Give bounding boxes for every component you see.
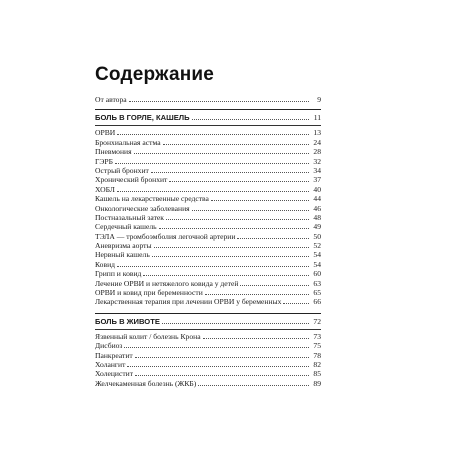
toc-entry[interactable] [95, 260, 321, 269]
dot-leader [283, 297, 309, 304]
page-title: Содержание [95, 64, 215, 85]
toc-entry[interactable] [95, 222, 321, 231]
toc-entry-page: 63 [313, 278, 321, 288]
toc-entry[interactable] [95, 213, 321, 222]
toc-entry[interactable] [95, 128, 321, 137]
toc-entry-label: Кашель на лекарственные средства [95, 194, 209, 204]
toc-entry-page: 40 [313, 184, 321, 194]
dot-leader [134, 147, 309, 154]
toc-entry-label: Аневризма аорты [95, 241, 152, 251]
toc-entry[interactable] [95, 351, 321, 360]
dot-leader [127, 360, 309, 367]
toc-entry[interactable] [95, 360, 321, 369]
dot-leader [135, 369, 309, 376]
toc-entry-page: 24 [313, 137, 321, 147]
toc-entry-page: 48 [313, 212, 321, 222]
section-divider [95, 313, 321, 314]
toc-entry[interactable] [95, 147, 321, 156]
toc-entry-label: Панкреатит [95, 350, 133, 360]
dot-leader [143, 269, 309, 276]
dot-leader [192, 204, 309, 211]
toc-entry-label: Сердечный кашель [95, 222, 157, 232]
toc-entry[interactable] [95, 332, 321, 341]
toc-entry[interactable] [95, 204, 321, 213]
toc-entry[interactable] [95, 279, 321, 288]
toc-entry-label: Острый бронхит [95, 165, 149, 175]
section-page: 11 [313, 113, 321, 123]
toc-entry[interactable] [95, 175, 321, 184]
dot-leader [135, 351, 309, 358]
toc-section-1[interactable] [95, 113, 321, 123]
toc-entry-page: 34 [313, 165, 321, 175]
toc-entry[interactable] [95, 297, 321, 306]
toc-entry[interactable] [95, 250, 321, 259]
toc-entry-label: Холецистит [95, 369, 134, 379]
dot-leader [166, 213, 309, 220]
toc-entry[interactable] [95, 232, 321, 241]
toc-entry-label: Бронхиальная астма [95, 137, 161, 147]
toc-entry[interactable] [95, 194, 321, 203]
toc-entry-page: 44 [313, 194, 321, 204]
section-2-items [95, 332, 321, 388]
toc-entry-label: Постназальный затек [95, 212, 164, 222]
toc-section-2[interactable] [95, 317, 321, 327]
toc-entry-page: 85 [313, 369, 321, 379]
toc-entry-label: ТЭЛА — тромбоэмболия легочной артерии [95, 231, 236, 241]
toc-entry-label: ГЭРБ [95, 156, 113, 166]
toc-entry-label: Хронический бронхит [95, 175, 168, 185]
toc-entry-label: Онкологические заболевания [95, 203, 190, 213]
toc-entry[interactable] [95, 369, 321, 378]
section-title: БОЛЬ В ЖИВОТЕ [95, 316, 160, 326]
toc-entry-page: 50 [313, 231, 321, 241]
toc-entry[interactable] [95, 157, 321, 166]
toc-entry-page: 9 [317, 95, 321, 104]
toc-entry[interactable] [95, 288, 321, 297]
toc-entry-page: 13 [313, 128, 321, 138]
toc-entry[interactable] [95, 241, 321, 250]
toc-entry-page: 89 [313, 378, 321, 388]
toc-entry-page: 28 [313, 147, 321, 157]
section-title: БОЛЬ В ГОРЛЕ, КАШЕЛЬ [95, 113, 190, 123]
dot-leader [198, 379, 309, 386]
toc-entry-page: 75 [313, 341, 321, 351]
toc-entry-label: Холангит [95, 359, 126, 369]
toc-entry[interactable] [95, 269, 321, 278]
toc-entry-label: Пневмония [95, 147, 132, 157]
toc-entry-label: Нервный кашель [95, 250, 150, 260]
toc-entry-page: 54 [313, 250, 321, 260]
toc-entry-page: 73 [313, 331, 321, 341]
dot-leader [203, 332, 309, 339]
toc-entry-label: ОРВИ и ковид при беременности [95, 288, 203, 298]
section-divider [95, 125, 321, 126]
dot-leader [117, 185, 309, 192]
toc-entry[interactable] [95, 341, 321, 350]
dot-leader [169, 175, 309, 182]
toc-entry-label: Желчекаменная болезнь (ЖКБ) [95, 378, 197, 388]
toc-entry-page: 78 [313, 350, 321, 360]
toc-entry-page: 60 [313, 269, 321, 279]
toc-entry-label: ХОБЛ [95, 184, 115, 194]
toc-entry-page: 49 [313, 222, 321, 232]
dot-leader [129, 95, 309, 102]
toc-entry-label: Грипп и ковид [95, 269, 142, 279]
dot-leader [124, 341, 309, 348]
toc-entry-page: 46 [313, 203, 321, 213]
toc-entry[interactable] [95, 166, 321, 175]
section-divider [95, 109, 321, 110]
toc-entry-intro[interactable] [95, 95, 321, 104]
toc-entry-page: 82 [313, 359, 321, 369]
dot-leader [192, 113, 309, 120]
toc-entry-label: Лечение ОРВИ и нетяжелого ковида у детей [95, 278, 239, 288]
toc-entry-label: От автора [95, 95, 127, 104]
toc-entry-page: 65 [313, 288, 321, 298]
section-page: 72 [313, 316, 321, 326]
toc-entry-page: 32 [313, 156, 321, 166]
toc-entry-page: 66 [313, 297, 321, 307]
toc-entry-page: 52 [313, 241, 321, 251]
section-divider [95, 329, 321, 330]
section-1-items [95, 128, 321, 306]
dot-leader [154, 241, 309, 248]
toc-entry-page: 37 [313, 175, 321, 185]
dot-leader [152, 250, 309, 257]
toc-entry[interactable] [95, 379, 321, 388]
toc-entry-label: ОРВИ [95, 128, 116, 138]
toc-entry-label: Ковид [95, 259, 115, 269]
dot-leader [159, 222, 309, 229]
toc-entry[interactable] [95, 185, 321, 194]
table-of-contents [95, 95, 321, 388]
dot-leader [162, 317, 309, 324]
dot-leader [237, 232, 309, 239]
toc-entry[interactable] [95, 138, 321, 147]
dot-leader [211, 194, 309, 201]
dot-leader [240, 279, 309, 286]
toc-entry-label: Дисбиоз [95, 341, 123, 351]
toc-entry-page: 54 [313, 259, 321, 269]
dot-leader [205, 288, 309, 295]
toc-entry-label: Лекарственная терапия при лечении ОРВИ у беременных [95, 297, 282, 307]
toc-entry-label: Язвенный колит / болезнь Крона [95, 331, 201, 341]
dot-leader [115, 157, 309, 164]
dot-leader [151, 166, 309, 173]
dot-leader [117, 128, 309, 135]
dot-leader [117, 260, 309, 267]
dot-leader [163, 138, 309, 145]
